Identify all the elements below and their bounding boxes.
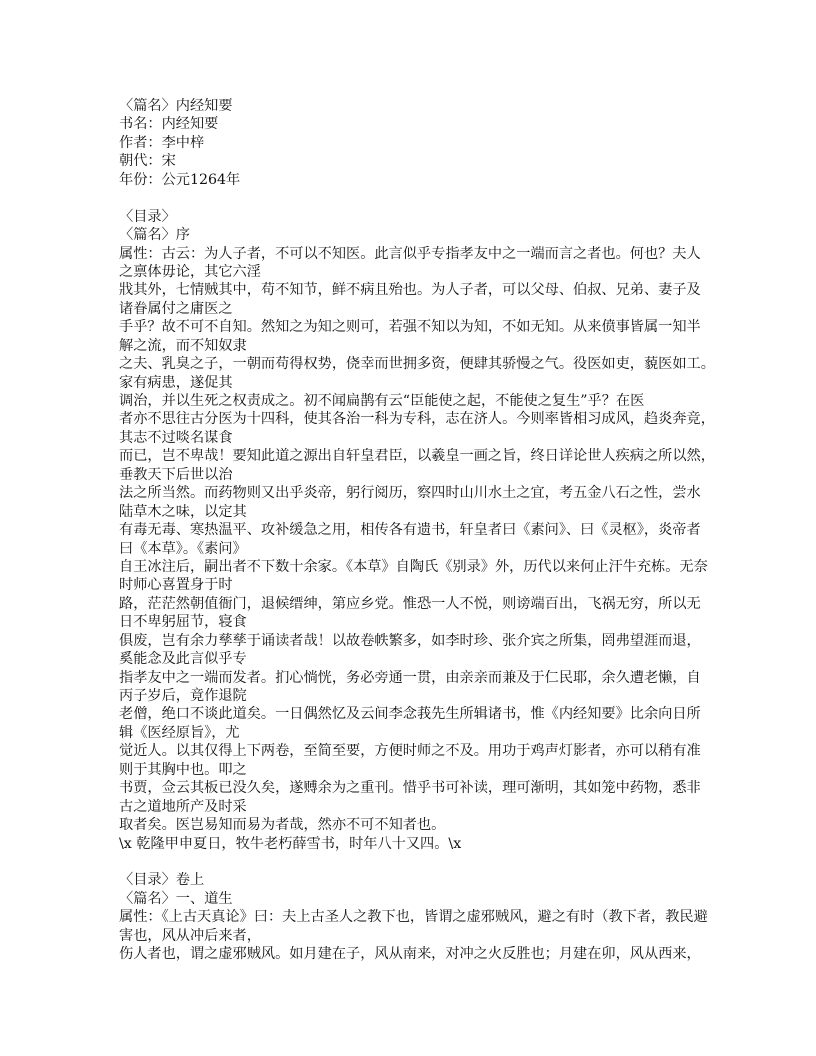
text-line: 害也，风从冲后来者， xyxy=(119,927,261,944)
text-line: \x 乾隆甲申夏日，牧牛老朽薛雪书，时年八十又四。\x xyxy=(119,835,462,852)
text-line: 老僧，绝口不谈此道矣。一日偶然忆及云间李念莪先生所辑诸书，惟《内经知要》比余向日所 xyxy=(119,706,701,723)
text-line: 则于其胸中也。叩之 xyxy=(119,761,247,778)
text-line: 手乎？故不可不自知。然知之为知之则可，若强不知以为知，不如无知。从来偾事皆属一知半 xyxy=(119,319,701,336)
text-line: 伤人者也，谓之虚邪贼风。如月建在子，风从南来，对冲之火反胜也；月建在卯，风从西来， xyxy=(119,946,701,963)
text-line: 家有病患，遂促其 xyxy=(119,374,233,391)
text-line: 书贾，佥云其板已没久矣，遂赙余为之重刊。惜乎书可补读，理可渐明，其如笼中药物，悉非 xyxy=(119,780,701,797)
text-line: 古之道地所产及时采 xyxy=(119,798,247,815)
text-line: 法之所当然。而药物则又出乎炎帝，躬行阅历，察四时山川水土之宜，考五金八石之性，尝水 xyxy=(119,485,701,502)
text-line: 而已，岂不卑哉！要知此道之源出自轩皇君臣，以羲皇一画之旨，终日详论世人疾病之所以然， xyxy=(119,448,715,465)
text-line: 调治，并以生死之权责成之。初不闻扁鹊有云“臣能使之起，不能使之复生”乎？在医 xyxy=(119,393,645,409)
text-line: 其志不过啖名谋食 xyxy=(119,429,233,446)
section-title: 〈篇名〉内经知要 xyxy=(119,98,233,114)
text-line: 属性：《上古天真论》曰：夫上古圣人之教下也，皆谓之虚邪贼风，避之有时（教下者，教民避 xyxy=(119,909,708,926)
preface-body xyxy=(119,245,719,853)
chapter-body xyxy=(119,908,719,963)
text-line: 之禀体毋论，其它六淫 xyxy=(119,263,261,280)
text-line: 戕其外，七情贼其中，苟不知节，鲜不病且殆也。为人子者，可以父母、伯叔、兄弟、妻子及 xyxy=(119,282,701,299)
text-line: 日不卑躬屈节，寝食 xyxy=(119,614,247,631)
text-line: 诸眷属付之庸医之 xyxy=(119,300,233,317)
toc-label: 〈目录〉 xyxy=(119,208,176,225)
text-line: 奚能念及此言似乎专 xyxy=(119,651,247,668)
text-line: 丙子岁后，竟作退院 xyxy=(119,688,247,704)
year: 年份：公元1264年 xyxy=(119,171,241,188)
volume-toc-title: 〈目录〉卷上 xyxy=(119,872,205,889)
text-line: 属性：古云：为人子者，不可以不知医。此言似乎专指孝友中之一端而言之者也。何也？夫人 xyxy=(119,245,701,262)
text-line: 解之流，而不知奴隶 xyxy=(119,337,247,354)
text-line: 陆草木之味，以定其 xyxy=(119,503,247,520)
text-line: 俱废，岂有余力孳孳于诵读者哉！以故卷帙繁多，如李时珍、张介宾之所集，罔弗望涯而退， xyxy=(119,632,701,649)
text-line: 觉近人。以其仅得上下两卷，至简至要，方便时师之不及。用功于鸡声灯影者，亦可以稍有准 xyxy=(119,743,701,760)
text-line: 时师心喜置身于时 xyxy=(119,577,233,594)
text-line: 曰《本草》。《素问》 xyxy=(119,540,247,557)
text-line: 指孝友中之一端而发者。扪心惝恍，务必旁通一贯，由亲亲而兼及于仁民耶，余久遭老懒，自 xyxy=(119,669,701,686)
author: 作者：李中梓 xyxy=(119,134,205,151)
text-line: 有毒无毒、寒热温平、攻补缓急之用，相传各有遗书，轩皇者曰《素问》、曰《灵枢》，炎帝者 xyxy=(119,522,701,539)
text-line: 垂教天下后世以治 xyxy=(119,466,233,483)
blank-line xyxy=(119,853,719,871)
text-line: 路，茫茫然朝值衙门，退候缙绅，第应乡党。惟恐一人不悦，则谤端百出，飞祸无穷，所以无 xyxy=(119,595,701,612)
document-page xyxy=(119,97,719,964)
text-line: 辑《医经原旨》，尤 xyxy=(119,724,240,741)
chapter-title: 〈篇名〉一、道生 xyxy=(119,890,233,907)
dynasty: 朝代：宋 xyxy=(119,153,176,170)
text-line: 自王冰注后，嗣出者不下数十余家。《本草》自陶氏《别录》外，历代以来何止汗牛充栋。无奈 xyxy=(119,558,708,575)
text-line: 取者矣。医岂易知而易为者哉，然亦不可不知者也。 xyxy=(119,817,446,834)
preface-title: 〈篇名〉序 xyxy=(119,227,190,244)
text-line: 者亦不思往古分医为十四科，使其各治一科为专科，志在济人。今则率皆相习成风，趋炎奔竞， xyxy=(119,411,715,428)
book-name: 书名：内经知要 xyxy=(119,116,219,133)
blank-line xyxy=(119,189,719,207)
text-line: 之夫、乳臭之子，一朝而苟得权势，侥幸而世拥多资，便肆其骄慢之气。役医如吏，藐医如工。 xyxy=(119,356,715,373)
